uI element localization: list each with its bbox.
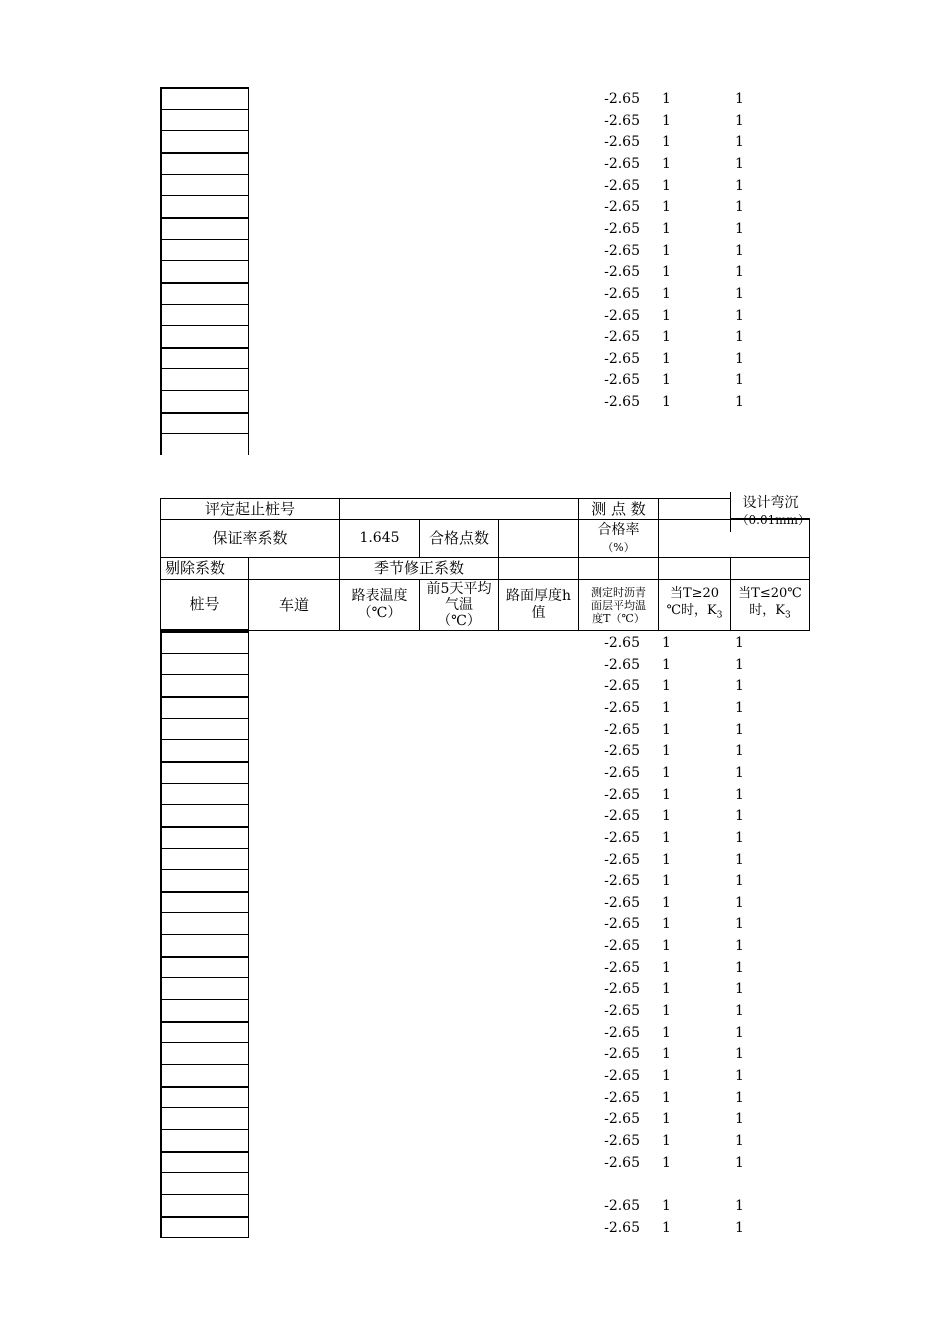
temperature-value: -2.65 [604,329,640,346]
prev5-label: 前5天平均 [426,581,492,597]
station-cell [160,109,249,132]
k3-high-value: 1 [662,91,671,107]
pass-rate-label-cell [578,519,659,558]
station-cell [160,891,249,914]
surface-temp-unit: （℃） [357,605,402,621]
pass-rate-label: 合格率 [597,521,640,538]
k3-low-value: 1 [735,307,744,324]
temperature-value: -2.65 [604,112,640,129]
station-cell [160,1107,249,1130]
reject-label: 剔除系数 [165,559,226,577]
k3-low-value: 1 [735,656,744,673]
k3-high-value: 1 [662,350,671,367]
temperature-value: -2.65 [604,264,640,281]
station-cell [160,631,249,654]
k3-low-value: 1 [735,394,744,411]
station-cell [160,195,249,218]
thickness-label: 路面厚度h [505,588,572,604]
temperature-value: -2.65 [604,959,640,976]
k3-high-value: 1 [662,177,671,194]
temperature-value: -2.65 [604,350,640,367]
k3-low-value: 1 [735,894,744,911]
k3-low-value: 1 [735,959,744,976]
k3-low-value: 1 [735,1068,744,1084]
k3-high-value: 1 [662,873,671,890]
k3-high-value: 1 [662,808,671,825]
lane-label: 车道 [278,595,309,614]
k3-high-header [658,579,731,631]
temperature-value: -2.65 [604,829,640,846]
prev5-unit: （℃） [437,613,481,629]
temperature-value: -2.65 [604,764,640,781]
k3-high-subscript: 3 [716,610,723,621]
k3-high-label-1: 当T≥20 [669,586,720,602]
temperature-value: -2.65 [604,786,640,803]
k3-low-value: 1 [735,242,744,259]
temperature-value: -2.65 [604,656,640,673]
design-deflection-label: 设计弯沉 [742,495,799,511]
k3-low-value: 1 [735,764,744,781]
station-cell [160,999,249,1022]
temperature-value: -2.65 [604,1111,640,1128]
eval-range-value-cell [339,498,579,520]
prev5-temp-header [419,579,499,631]
temperature-value: -2.65 [604,177,640,194]
station-cell [160,739,249,762]
thickness-header [498,579,579,631]
k3-high-value: 1 [662,329,671,346]
k3-high-value: 1 [662,372,671,389]
temperature-value: -2.65 [604,1068,640,1084]
k3-low-value: 1 [735,1111,744,1128]
station-cell [160,826,249,849]
points-value-cell [658,498,731,520]
station-cell [160,260,249,283]
k3-low-value: 1 [735,134,744,151]
k3-low-value: 1 [735,329,744,346]
k3-high-value: 1 [662,1219,671,1236]
guarantee-label: 保证率系数 [212,529,288,547]
k3-high-value: 1 [662,199,671,216]
station-cell [160,239,249,262]
k3-low-value: 1 [735,1132,744,1149]
k3-low-header [730,579,810,631]
k3-low-label-1: 当T≤20℃ [738,586,802,602]
k3-high-value: 1 [662,764,671,781]
k3-high-value: 1 [662,938,671,955]
k3-high-value: 1 [662,635,671,651]
temperature-value: -2.65 [604,699,640,716]
station-cell [160,87,249,110]
k3-low-value: 1 [735,808,744,825]
k3-low-label-2: 时，K [749,603,785,619]
temperature-value: -2.65 [604,285,640,302]
k3-high-value: 1 [662,981,671,998]
station-cell [160,783,249,806]
station-header [160,579,249,631]
k3-high-value: 1 [662,264,671,281]
reject-label-cell [160,557,249,580]
surface-temp-header [339,579,420,631]
pass-points-value-cell [498,519,579,558]
k3-low-value: 1 [735,112,744,129]
k3-low-value: 1 [735,786,744,803]
k3-high-label-2: ℃时，K [666,603,717,619]
station-cell [160,956,249,979]
k3-high-value: 1 [662,743,671,760]
k3-high-value: 1 [662,242,671,259]
k3-high-value: 1 [662,1197,671,1214]
station-cell [160,217,249,240]
temperature-value: -2.65 [604,894,640,911]
k3-low-value: 1 [735,916,744,933]
temperature-value: -2.65 [604,1132,640,1149]
k3-low-value: 1 [735,220,744,237]
k3-low-value: 1 [735,1024,744,1041]
k3-high-value: 1 [662,1046,671,1063]
station-cell-bottom-border [160,433,249,455]
k3-low-value: 1 [735,1197,744,1214]
reject-value-cell [248,557,340,580]
station-cell [160,152,249,175]
k3-low-value: 1 [735,721,744,738]
guarantee-value-cell [339,519,420,558]
temperature-value: -2.65 [604,155,640,172]
k3-low-value: 1 [735,372,744,389]
k3-low-value: 1 [735,743,744,760]
temperature-value: -2.65 [604,635,640,651]
blank-cell-1 [578,557,659,580]
temperature-value: -2.65 [604,743,640,760]
station-cell [160,130,249,153]
lane-header [248,579,340,631]
k3-high-value: 1 [662,155,671,172]
k3-high-value: 1 [662,394,671,411]
asphalt-temp-label-2: 面层平均温 [591,598,646,612]
station-cell [160,347,249,370]
temperature-value: -2.65 [604,134,640,151]
k3-high-value: 1 [662,656,671,673]
temperature-value: -2.65 [604,372,640,389]
k3-high-value: 1 [662,829,671,846]
k3-low-value: 1 [735,635,744,651]
station-cell [160,848,249,871]
temperature-value: -2.65 [604,220,640,237]
k3-low-value: 1 [735,91,744,107]
station-cell-bottom-border [160,1237,249,1238]
station-cell [160,1194,249,1217]
temperature-value: -2.65 [604,678,640,695]
station-cell [160,1064,249,1087]
k3-low-value: 1 [735,285,744,302]
pass-points-label: 合格点数 [428,529,489,547]
station-cell [160,674,249,697]
station-cell [160,718,249,741]
k3-low-value: 1 [735,938,744,955]
k3-high-value: 1 [662,1089,671,1106]
station-cell [160,1151,249,1174]
temperature-value: -2.65 [604,851,640,868]
temperature-value: -2.65 [604,873,640,890]
blank-cell-3 [730,557,810,580]
k3-high-value: 1 [662,112,671,129]
guarantee-label-cell [160,519,340,558]
k3-high-value: 1 [662,916,671,933]
temperature-value: -2.65 [604,91,640,107]
k3-low-value: 1 [735,873,744,890]
k3-high-value: 1 [662,721,671,738]
asphalt-temp-label-3: 度T（℃） [592,611,645,625]
k3-high-value: 1 [662,1024,671,1041]
k3-low-value: 1 [735,1046,744,1063]
k3-low-value: 1 [735,350,744,367]
temperature-value: -2.65 [604,1003,640,1020]
station-cell [160,1172,249,1195]
k3-high-value: 1 [662,678,671,695]
station-cell [160,368,249,391]
temperature-value: -2.65 [604,199,640,216]
season-label-cell [339,557,499,580]
station-cell [160,282,249,305]
station-cell [160,1021,249,1044]
station-cell [160,1216,249,1239]
k3-high-value: 1 [662,1111,671,1128]
temperature-value: -2.65 [604,394,640,411]
pass-points-label-cell [419,519,499,558]
station-label: 桩号 [189,595,220,613]
eval-range-label: 评定起止桩号 [204,499,295,518]
k3-high-value: 1 [662,1154,671,1171]
k3-high-value: 1 [662,894,671,911]
k3-low-value: 1 [735,1154,744,1171]
station-cell [160,304,249,327]
station-cell [160,325,249,348]
blank-cell-2 [658,557,731,580]
temperature-value: -2.65 [604,242,640,259]
asphalt-temp-header [578,579,659,631]
station-cell [160,761,249,784]
station-cell [160,934,249,957]
temperature-value: -2.65 [604,1154,640,1171]
k3-low-value: 1 [735,199,744,216]
k3-low-value: 1 [735,1219,744,1236]
temperature-value: -2.65 [604,307,640,324]
temperature-value: -2.65 [604,916,640,933]
k3-low-value: 1 [735,851,744,868]
prev5-label2: 气温 [445,597,473,613]
k3-low-subscript: 3 [784,610,791,621]
k3-high-value: 1 [662,959,671,976]
station-cell [160,804,249,827]
temperature-value: -2.65 [604,808,640,825]
station-cell [160,869,249,892]
temperature-value: -2.65 [604,1197,640,1214]
k3-low-value: 1 [735,678,744,695]
k3-low-value: 1 [735,264,744,281]
temperature-value: -2.65 [604,981,640,998]
k3-high-value: 1 [662,134,671,151]
season-value-cell [498,557,579,580]
k3-low-value: 1 [735,981,744,998]
thickness-label2: 值 [531,605,546,621]
temperature-value: -2.65 [604,1024,640,1041]
temperature-value: -2.65 [604,721,640,738]
eval-range-label-cell [160,498,340,520]
station-cell [160,1086,249,1109]
k3-low-value: 1 [735,155,744,172]
temperature-value: -2.65 [604,1089,640,1106]
design-deflection-unit: （0.01mm） [736,513,810,527]
pass-rate-value-cell [658,519,810,558]
k3-high-value: 1 [662,1003,671,1020]
station-cell [160,412,249,435]
k3-high-value: 1 [662,1068,671,1084]
k3-high-value: 1 [662,851,671,868]
station-cell [160,1129,249,1152]
k3-low-value: 1 [735,1003,744,1020]
station-cell [160,653,249,676]
temperature-value: -2.65 [604,1046,640,1063]
surface-temp-label: 路表温度 [351,588,408,604]
k3-high-value: 1 [662,220,671,237]
points-label-cell [578,498,659,520]
station-cell [160,390,249,413]
station-cell [160,912,249,935]
k3-high-value: 1 [662,1132,671,1149]
k3-low-value: 1 [735,699,744,716]
station-cell [160,1042,249,1065]
station-cell [160,977,249,1000]
k3-high-value: 1 [662,786,671,803]
station-cell [160,696,249,719]
points-label: 测 点 数 [591,499,646,518]
k3-high-value: 1 [662,699,671,716]
asphalt-temp-label-1: 测定时沥青 [591,585,646,599]
pass-rate-unit: （%） [602,540,635,554]
k3-high-value: 1 [662,285,671,302]
guarantee-value: 1.645 [359,530,400,546]
station-cell [160,174,249,197]
k3-low-value: 1 [735,177,744,194]
k3-low-value: 1 [735,829,744,846]
k3-high-value: 1 [662,307,671,324]
k3-low-value: 1 [735,1089,744,1106]
temperature-value: -2.65 [604,938,640,955]
season-label: 季节修正系数 [373,559,464,577]
temperature-value: -2.65 [604,1219,640,1236]
